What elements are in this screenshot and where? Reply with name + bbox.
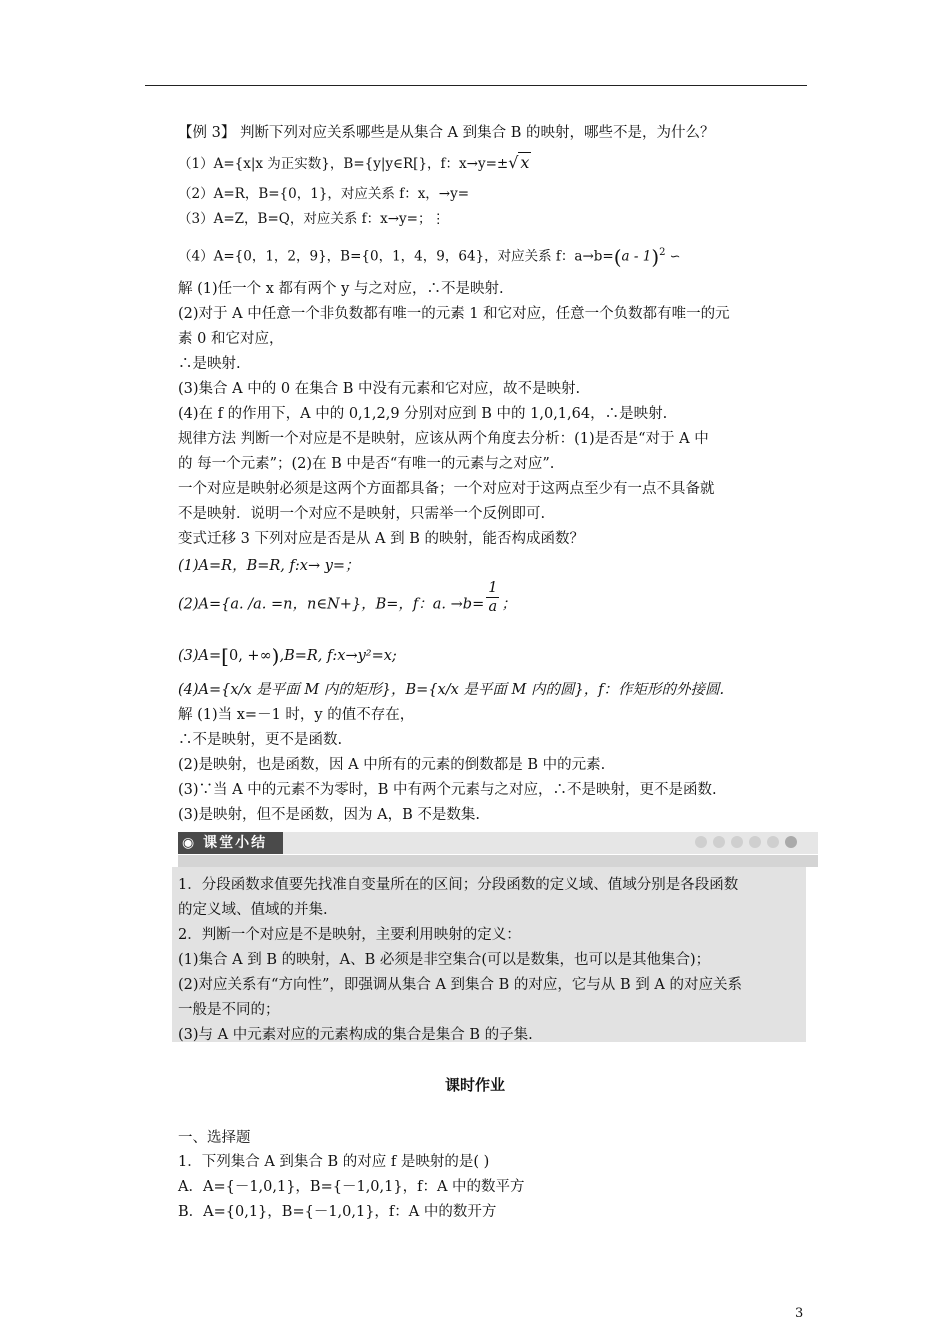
summary-line-3: (1)集合 A 到 B 的映射，A、B 必须是非空集合(可以是数集，也可以是其他集合)； <box>178 952 711 968</box>
summary-underline <box>178 855 818 867</box>
variant-3: (3)A=[0, +∞),B=R, f:x→y²=x; <box>178 644 397 668</box>
dot-icon <box>767 836 779 848</box>
variant-4: (4)A={x/x 是平面 M 内的矩形}，B={x/x 是平面 M 内的圆}，f：作矩形的外接圆. <box>178 682 725 698</box>
solution-line-3: ∴是映射. <box>178 356 241 372</box>
sqrt-symbol: √ x <box>508 153 530 172</box>
option-a: A．A={－1,0,1}，B={－1,0,1}，f：A 中的数平方 <box>178 1179 525 1195</box>
homework-title: 课时作业 <box>444 1076 505 1094</box>
solution-line-5: (4)在 f 的作用下，A 中的 0,1,2,9 分别对应到 B 中的 1,0,1,64，∴是映射. <box>178 406 668 422</box>
dot-icon <box>695 836 707 848</box>
summary-line-2: 2．判断一个对应是不是映射，主要利用映射的定义： <box>178 927 521 943</box>
dot-icon <box>749 836 761 848</box>
example3-q4: （4）A={0，1，2，9}，B={0，1，4，9，64}，对应关系 f：a→b=(a - 1)$^2$ ∽ <box>178 245 681 269</box>
solution-line-0: 解 (1)任一个 x 都有两个 y 与之对应，∴不是映射. <box>178 281 504 297</box>
summary-tag: ◉ 课堂小结 <box>178 832 283 854</box>
homework-section: 一、选择题 <box>178 1130 251 1146</box>
solution-line-8: 一个对应是映射必须是这两个方面都具备；一个对应对于这两点至少有一点不具备就 <box>178 481 715 497</box>
variant-1: (1)A=R，B=R, f:x→ y=； <box>178 558 360 574</box>
example3-title: 【例 3】 判断下列对应关系哪些是从集合 A 到集合 B 的映射，哪些不是，为什么？ <box>178 125 715 141</box>
dot-icon <box>785 836 797 848</box>
solution-line-1: (2)对于 A 中任意一个非负数都有唯一的元素 1 和它对应，任意一个负数都有唯一的元 <box>178 306 730 322</box>
summary-line-5: 一般是不同的； <box>178 1002 280 1018</box>
solution-line-7: 的 每一个元素”；(2)在 B 中是否“有唯一的元素与之对应”. <box>178 456 555 472</box>
solution2-line-4: (3)是映射，但不是函数，因为 A，B 不是数集. <box>178 807 480 823</box>
solution2-line-3: (3)∵当 A 中的元素不为零时，B 中有两个元素与之对应，∴不是映射，更不是函数. <box>178 782 717 798</box>
summary-line-4: (2)对应关系有“方向性”，即强调从集合 A 到集合 B 的对应，它与从 B 到 A 的对应关系 <box>178 977 742 993</box>
homework-question-1: 1．下列集合 A 到集合 B 的对应 f 是映射的是( ) <box>178 1154 490 1170</box>
dot-icon <box>713 836 725 848</box>
solution-line-6: 规律方法 判断一个对应是不是映射，应该从两个角度去分析：(1)是否是“对于 A 中 <box>178 431 709 447</box>
solution2-line-0: 解 (1)当 x=－1 时，y 的值不存在， <box>178 707 415 723</box>
variant-2: (2)A={a. /a. =n，n∈N+}，B=，f：a. →b= $\frac{1}{a}$ ； <box>178 580 516 615</box>
header-rule <box>145 85 807 86</box>
solution-line-4: (3)集合 A 中的 0 在集合 B 中没有元素和它对应，故不是映射. <box>178 381 581 397</box>
option-b: B．A={0,1}，B={－1,0,1}，f：A 中的数开方 <box>178 1204 497 1220</box>
summary-line-0: 1．分段函数求值要先找准自变量所在的区间；分段函数的定义域、值域分别是各段函数 <box>178 877 739 893</box>
solution-line-9: 不是映射．说明一个对应不是映射，只需举一个反例即可. <box>178 506 546 522</box>
solution2-line-1: ∴不是映射，更不是函数. <box>178 732 343 748</box>
fraction-one-over-a: $\frac{1}{a}$ <box>488 580 498 615</box>
example3-q1: （1）A={x|x 为正实数}，B={y|y∈R[}，f：x→y=±√ x <box>178 153 530 172</box>
summary-line-1: 的定义域、值域的并集. <box>178 902 328 918</box>
solution2-line-2: (2)是映射，也是函数，因 A 中所有的元素的倒数都是 B 中的元素. <box>178 757 606 773</box>
example3-q3: （3）A=Z，B=Q，对应关系 f：x→y=；⋮ <box>178 211 445 227</box>
dot-icon <box>731 836 743 848</box>
summary-line-6: (3)与 A 中元素对应的元素构成的集合是集合 B 的子集. <box>178 1027 533 1043</box>
example3-q2: （2）A=R，B={0，1}，对应关系 f：x，→y= <box>178 186 470 202</box>
solution-line-2: 素 0 和它对应， <box>178 331 284 347</box>
solution-line-10: 变式迁移 3 下列对应是否是从 A 到 B 的映射，能否构成函数？ <box>178 531 585 547</box>
decorative-dots <box>695 836 797 848</box>
scribble-icon: ∽ <box>665 249 681 265</box>
page-number: 3 <box>795 1306 804 1321</box>
